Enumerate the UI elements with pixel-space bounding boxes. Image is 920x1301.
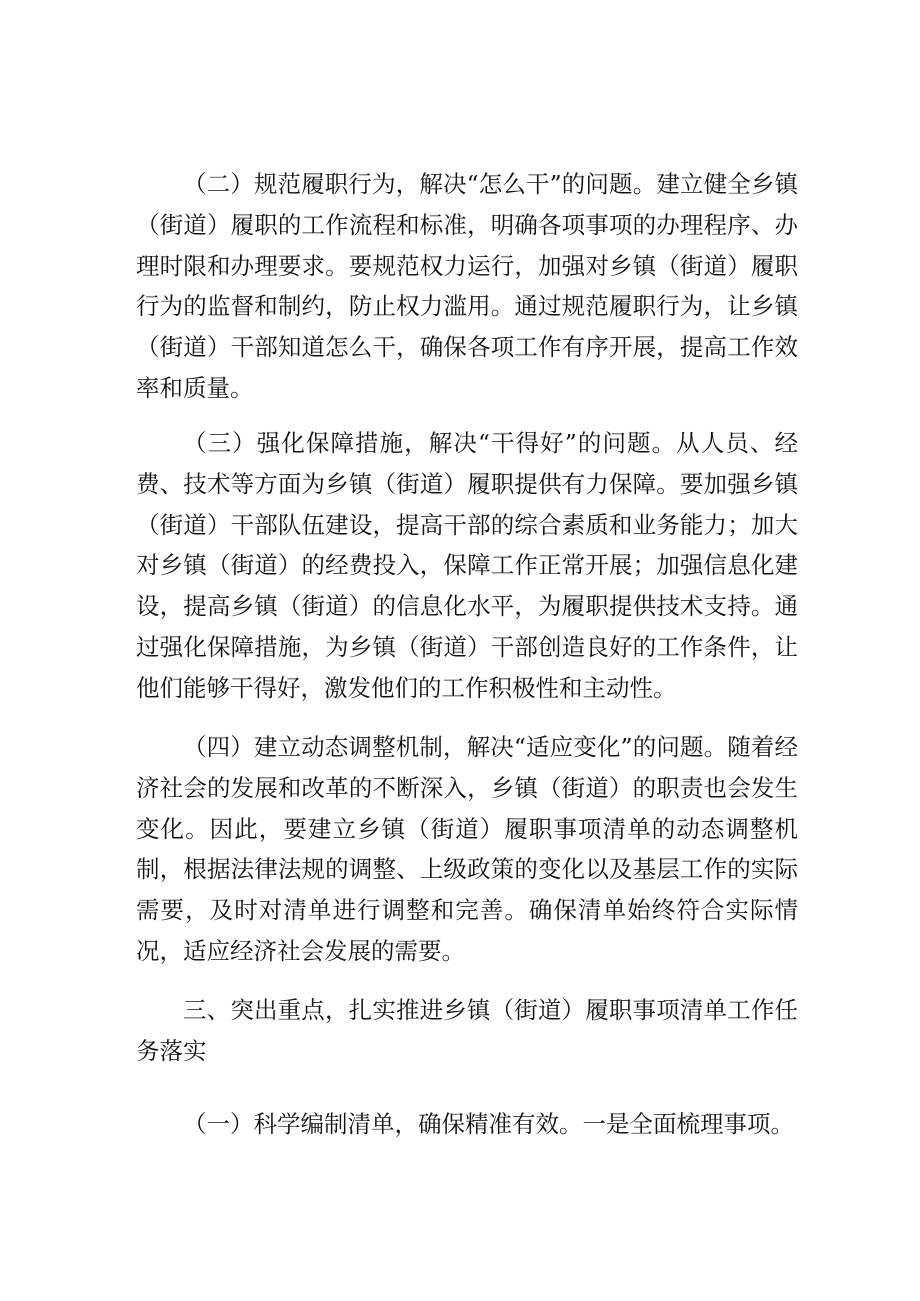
paragraph-dynamic-adjustment: （四）建立动态调整机制，解决“适应变化”的问题。随着经济社会的发展和改革的不断深入，乡镇（街道）的职责也会发生变化。因此，要建立乡镇（街道）履职事项清单的动态调整机制，根据法律法规的调整、上级政策的变化以及基层工作的实际需要，及时对清单进行调整和完善。确保清单始终符合实际情况，适应经济社会发展的需要。 xyxy=(136,733,798,965)
paragraph-compile-list: （一）科学编制清单，确保精准有效。一是全面梳理事项。 xyxy=(183,1110,794,1138)
section-heading-three: 三、突出重点，扎实推进乡镇（街道）履职事项清单工作任务落实 xyxy=(136,996,798,1065)
paragraph-regulate-duties: （二）规范履职行为，解决“怎么干”的问题。建立健全乡镇（街道）履职的工作流程和标准，明确各项事项的办理程序、办理时限和办理要求。要规范权力运行，加强对乡镇（街道）履职行为的监督和制约，防止权力滥用。通过规范履职行为，让乡镇（街道）干部知道怎么干，确保各项工作有序开展，提高工作效率和质量。 xyxy=(136,170,798,402)
paragraph-strengthen-guarantees: （三）强化保障措施，解决“干得好”的问题。从人员、经费、技术等方面为乡镇（街道）履职提供有力保障。要加强乡镇（街道）干部队伍建设，提高干部的综合素质和业务能力；加大对乡镇（街道）的经费投入，保障工作正常开展；加强信息化建设，提高乡镇（街道）的信息化水平，为履职提供技术支持。通过强化保障措施，为乡镇（街道）干部创造良好的工作条件，让他们能够干得好，激发他们的工作积极性和主动性。 xyxy=(136,429,798,702)
